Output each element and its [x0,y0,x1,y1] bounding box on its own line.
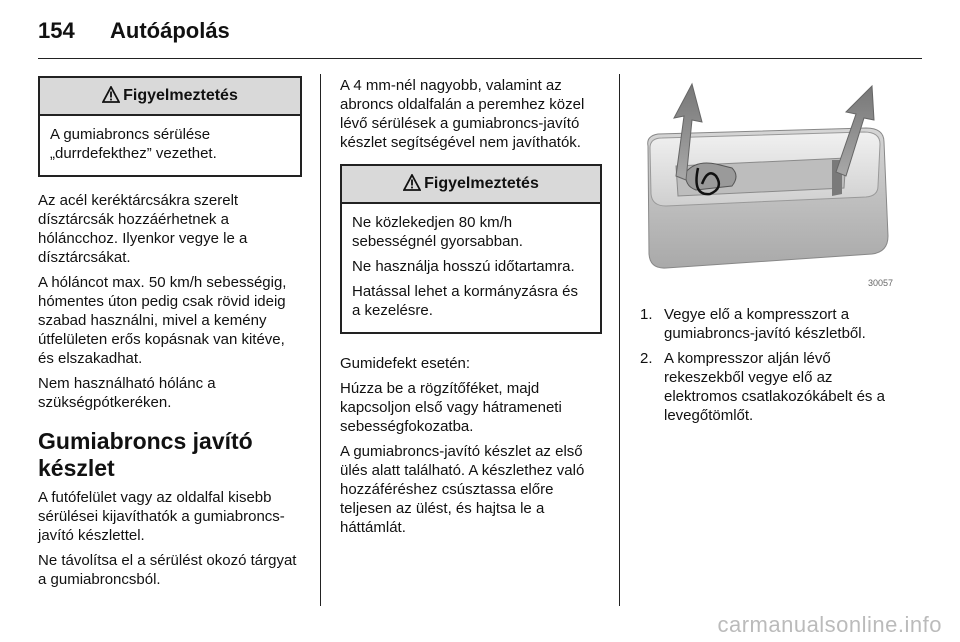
warning-text: Ne használja hosszú időtartamra. [352,258,575,275]
warning-title: Figyelmeztetés [123,87,238,104]
page-header [38,18,230,44]
step-list [640,305,902,425]
warning-title: Figyelmeztetés [424,175,539,192]
warning-box [38,76,302,177]
body-paragraph: A 4 mm-nél nagyobb, valamint az abroncs oldalfalán a peremhez közel lévő sérülések a gumiabroncs-javító készlet segítségével nem javíthatók. [340,77,585,151]
body-paragraph: Nem használható hólánc a szükségpótkeréken. [38,375,216,411]
seat-storage-illustration [636,76,900,294]
page-number: 154 [38,18,75,43]
body-paragraph: Az acél keréktárcsákra szerelt dísztárcsák hozzáérhetnek a hóláncchoz. Ilyenkor vegye le a dísztárcsákat. [38,192,248,266]
warning-text: Ne közlekedjen 80 km/h sebességnél gyorsabban. [352,214,523,250]
warning-body [342,204,600,332]
step-text: Vegye elő a kompresszort a gumiabroncs-javító készletből. [664,306,866,342]
warning-triangle-icon [403,174,421,191]
page-title: Autóápolás [110,18,230,43]
body-paragraph: A gumiabroncs-javító készlet az első ülés alatt található. A készlethez való hozzáféréshez csúsztassa előre teljesen az ülést, és hajtsa le a háttámlát. [340,443,585,536]
warning-header [342,166,600,204]
header-rule [38,58,922,59]
column-1 [38,76,302,595]
kit-illustration [636,76,900,294]
warning-header [40,78,300,116]
watermark-link[interactable]: carmanualsonline.info [717,612,942,637]
warning-text: Hatással lehet a kormányzásra és a kezelésre. [352,283,578,319]
column-separator [320,74,321,606]
warning-body [40,116,300,175]
body-paragraph: A hóláncot max. 50 km/h sebességig, hómentes úton pedig csak rövid ideig szabad használni, mivel a kemény útfelületen erős kopásnak van kitéve, és elszakadhat. [38,274,287,367]
figure-number: 30057 [868,278,894,288]
step-text: A kompresszor alján lévő rekeszekből vegye elő az elektromos csatlakozókábelt és a levegőtömlőt. [664,350,885,424]
column-separator [619,74,620,606]
body-paragraph: Húzza be a rögzítőféket, majd kapcsoljon első vagy hátrameneti sebességfokozatba. [340,380,562,435]
column-2 [340,76,602,543]
step-number: 2. [640,350,653,367]
body-paragraph: Ne távolítsa el a sérülést okozó tárgyat a gumiabroncsból. [38,552,297,588]
warning-triangle-icon [102,86,120,103]
warning-text: A gumiabroncs sérülése „durrdefekthez” vezethet. [50,126,217,162]
list-item [640,305,902,343]
section-heading: Gumiabroncs javító készlet [38,428,253,481]
body-paragraph: Gumidefekt esetén: [340,355,471,372]
step-number: 1. [640,306,653,323]
body-paragraph: A futófelület vagy az oldalfal kisebb sérülései kijavíthatók a gumiabroncs-javító készlettel. [38,489,285,544]
warning-box [340,164,602,334]
list-item [640,349,902,425]
column-3 [640,305,902,431]
